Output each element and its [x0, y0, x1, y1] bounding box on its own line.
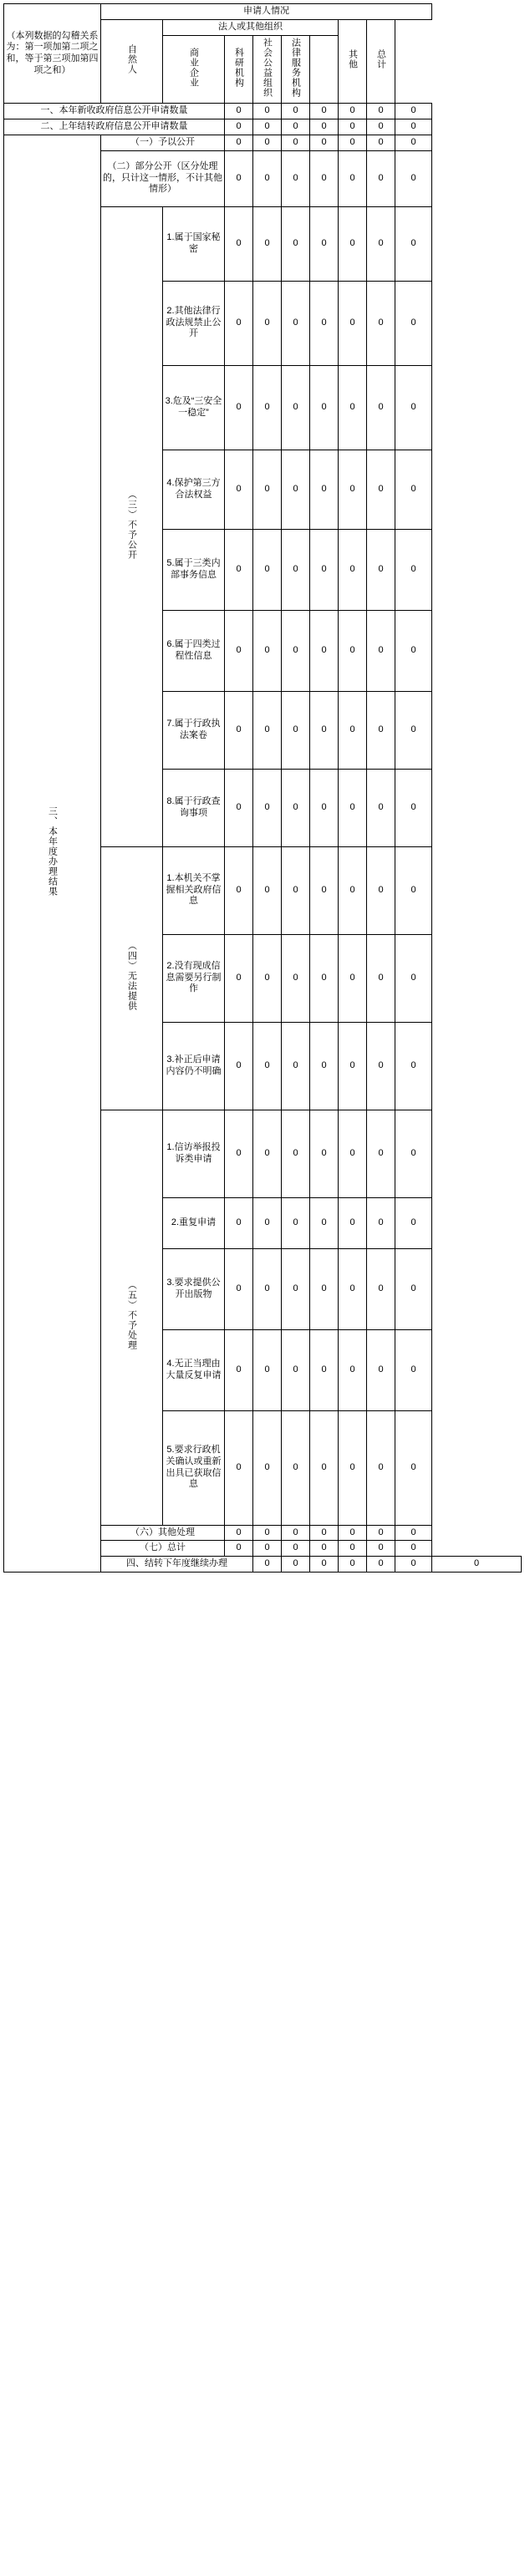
cell-value: 0	[282, 610, 310, 691]
cell-value: 0	[395, 150, 432, 206]
header-col-total-label: 总计	[375, 49, 386, 70]
cell-value: 0	[310, 691, 339, 769]
cell-value: 0	[253, 529, 282, 610]
cell-value: 0	[253, 1110, 282, 1197]
cell-value: 0	[367, 119, 395, 135]
cell-value: 0	[395, 1022, 432, 1110]
cell-value: 0	[282, 150, 310, 206]
cell-value: 0	[282, 846, 310, 934]
cell-value: 0	[225, 450, 253, 529]
cell-value: 0	[367, 1022, 395, 1110]
cell-value: 0	[367, 150, 395, 206]
header-col-commercial	[163, 35, 225, 104]
item-label: 6.属于四类过程性信息	[163, 610, 225, 691]
cell-value: 0	[282, 1197, 310, 1248]
header-col-legal-service-label: 法律服务机构	[290, 37, 301, 98]
header-applicant-group: 申请人情况	[101, 4, 432, 20]
cell-value: 0	[225, 1410, 253, 1525]
item-label: 1.属于国家秘密	[163, 206, 225, 281]
cell-value: 0	[395, 365, 432, 450]
cell-value: 0	[339, 1410, 367, 1525]
cell-value: 0	[367, 1110, 395, 1197]
cell-value: 0	[225, 104, 253, 119]
cell-value: 0	[432, 1557, 522, 1573]
cell-value: 0	[395, 281, 432, 365]
cell-value: 0	[282, 450, 310, 529]
cell-value: 0	[310, 1197, 339, 1248]
cell-value: 0	[253, 691, 282, 769]
cell-value: 0	[225, 1329, 253, 1410]
cell-value: 0	[253, 1410, 282, 1525]
table-row	[4, 104, 522, 119]
group-label-not-disclose	[101, 206, 163, 846]
group-label-not-handled-text: （五）不予处理	[126, 1280, 137, 1351]
item-label: 1.本机关不掌握相关政府信息	[163, 846, 225, 934]
row-label-new-requests: 一、本年新收政府信息公开申请数量	[4, 104, 225, 119]
cell-value: 0	[225, 1248, 253, 1329]
header-col-natural-person-label: 自然人	[126, 44, 137, 75]
cell-value: 0	[395, 769, 432, 846]
cell-value: 0	[367, 1410, 395, 1525]
table-row	[4, 135, 522, 150]
cell-value: 0	[367, 450, 395, 529]
cell-value: 0	[282, 769, 310, 846]
cell-value: 0	[339, 1329, 367, 1410]
group-label-disclose: （一）予以公开	[101, 135, 225, 150]
cell-value: 0	[310, 1557, 339, 1573]
cell-value: 0	[282, 1525, 310, 1541]
cell-value: 0	[225, 206, 253, 281]
cell-value: 0	[310, 365, 339, 450]
table-row	[4, 119, 522, 135]
cell-value: 0	[253, 1525, 282, 1541]
cell-value: 0	[395, 1557, 432, 1573]
cell-value: 0	[395, 846, 432, 934]
cell-value: 0	[395, 934, 432, 1022]
cell-value: 0	[310, 206, 339, 281]
cell-value: 0	[339, 529, 367, 610]
cell-value: 0	[339, 769, 367, 846]
item-label: 3.补正后申请内容仍不明确	[163, 1022, 225, 1110]
gov-info-disclosure-table	[3, 3, 522, 1573]
cell-value: 0	[367, 365, 395, 450]
cell-value: 0	[310, 846, 339, 934]
cell-value: 0	[282, 1022, 310, 1110]
cell-value: 0	[282, 1110, 310, 1197]
cell-value: 0	[339, 1248, 367, 1329]
cell-value: 0	[282, 206, 310, 281]
cell-value: 0	[367, 135, 395, 150]
cell-value: 0	[367, 1541, 395, 1557]
header-col-legal-service	[282, 35, 310, 104]
cell-value: 0	[282, 104, 310, 119]
cell-value: 0	[282, 934, 310, 1022]
header-col-other-label: 其他	[347, 49, 358, 70]
cell-value: 0	[395, 206, 432, 281]
cell-value: 0	[253, 135, 282, 150]
cell-value: 0	[367, 529, 395, 610]
cell-value: 0	[395, 1197, 432, 1248]
cell-value: 0	[253, 1329, 282, 1410]
cell-value: 0	[339, 934, 367, 1022]
cell-value: 0	[225, 769, 253, 846]
cell-value: 0	[310, 1525, 339, 1541]
cell-value: 0	[339, 150, 367, 206]
cell-value: 0	[367, 1248, 395, 1329]
cell-value: 0	[310, 529, 339, 610]
cell-value: 0	[367, 104, 395, 119]
item-label: 5.要求行政机关确认或重新出具已获取信息	[163, 1410, 225, 1525]
cell-value: 0	[225, 1197, 253, 1248]
cell-value: 0	[395, 529, 432, 610]
cell-value: 0	[225, 135, 253, 150]
cell-value: 0	[339, 450, 367, 529]
cell-value: 0	[310, 1248, 339, 1329]
header-col-natural-person	[101, 19, 163, 104]
header-note-cell: （本列数据的勾稽关系为：第一项加第二项之和，等于第三项加第四项之和）	[4, 4, 101, 104]
cell-value: 0	[225, 1110, 253, 1197]
cell-value: 0	[253, 281, 282, 365]
cell-value: 0	[282, 529, 310, 610]
cell-value: 0	[225, 150, 253, 206]
cell-value: 0	[367, 1557, 395, 1573]
cell-value: 0	[310, 1329, 339, 1410]
cell-value: 0	[225, 281, 253, 365]
cell-value: 0	[339, 691, 367, 769]
cell-value: 0	[395, 450, 432, 529]
cell-value: 0	[339, 365, 367, 450]
item-label: 5.属于三类内部事务信息	[163, 529, 225, 610]
cell-value: 0	[395, 104, 432, 119]
cell-value: 0	[339, 846, 367, 934]
cell-value: 0	[367, 1329, 395, 1410]
cell-value: 0	[367, 610, 395, 691]
cell-value: 0	[339, 1110, 367, 1197]
cell-value: 0	[225, 846, 253, 934]
cell-value: 0	[395, 119, 432, 135]
cell-value: 0	[310, 135, 339, 150]
cell-value: 0	[367, 934, 395, 1022]
header-col-commercial-label: 商业企业	[188, 47, 199, 88]
cell-value: 0	[367, 206, 395, 281]
header-col-research	[225, 35, 253, 104]
cell-value: 0	[253, 769, 282, 846]
cell-value: 0	[253, 610, 282, 691]
cell-value: 0	[282, 691, 310, 769]
cell-value: 0	[225, 529, 253, 610]
group-label-not-disclose-text: （三）不予公开	[126, 489, 137, 560]
cell-value: 0	[253, 846, 282, 934]
cell-value: 0	[253, 150, 282, 206]
cell-value: 0	[395, 1248, 432, 1329]
cell-value: 0	[339, 1197, 367, 1248]
item-label: 2.重复申请	[163, 1197, 225, 1248]
cell-value: 0	[253, 206, 282, 281]
cell-value: 0	[339, 1525, 367, 1541]
cell-value: 0	[253, 1557, 282, 1573]
cell-value: 0	[395, 610, 432, 691]
cell-value: 0	[367, 769, 395, 846]
item-label: 2.没有现成信息需要另行制作	[163, 934, 225, 1022]
item-label: 8.属于行政查询事项	[163, 769, 225, 846]
cell-value: 0	[253, 1248, 282, 1329]
group-label-not-handled	[101, 1110, 163, 1525]
cell-value: 0	[395, 1541, 432, 1557]
header-col-other	[339, 19, 367, 104]
cell-value: 0	[310, 1410, 339, 1525]
cell-value: 0	[253, 1541, 282, 1557]
header-col-total	[367, 19, 395, 104]
cell-value: 0	[395, 135, 432, 150]
group-label-partial-disclose: （二）部分公开（区分处理的，只计这一情形，不计其他情形）	[101, 150, 225, 206]
cell-value: 0	[367, 1525, 395, 1541]
cell-value: 0	[253, 450, 282, 529]
cell-value: 0	[339, 610, 367, 691]
cell-value: 0	[395, 691, 432, 769]
item-label: 4.无正当理由大量反复申请	[163, 1329, 225, 1410]
cell-value: 0	[225, 934, 253, 1022]
row-label-carried-over: 二、上年结转政府信息公开申请数量	[4, 119, 225, 135]
cell-value: 0	[282, 1410, 310, 1525]
cell-value: 0	[310, 104, 339, 119]
cell-value: 0	[282, 1557, 310, 1573]
cell-value: 0	[310, 1110, 339, 1197]
cell-value: 0	[339, 119, 367, 135]
group-label-subtotal: （七）总计	[101, 1541, 225, 1557]
cell-value: 0	[282, 365, 310, 450]
group-label-other-handling: （六）其他处理	[101, 1525, 225, 1541]
item-label: 4.保护第三方合法权益	[163, 450, 225, 529]
item-label: 7.属于行政执法案卷	[163, 691, 225, 769]
cell-value: 0	[395, 1110, 432, 1197]
cell-value: 0	[282, 1329, 310, 1410]
cell-value: 0	[339, 206, 367, 281]
cell-value: 0	[225, 1541, 253, 1557]
cell-value: 0	[253, 1022, 282, 1110]
cell-value: 0	[367, 691, 395, 769]
cell-value: 0	[310, 150, 339, 206]
cell-value: 0	[282, 281, 310, 365]
cell-value: 0	[310, 934, 339, 1022]
cell-value: 0	[339, 1541, 367, 1557]
header-col-research-label: 科研机构	[233, 47, 244, 88]
section-label-year-results-text: 三、本年度办理结果	[47, 805, 58, 897]
cell-value: 0	[225, 1022, 253, 1110]
cell-value: 0	[367, 281, 395, 365]
cell-value: 0	[395, 1525, 432, 1541]
item-label: 2.其他法律行政法规禁止公开	[163, 281, 225, 365]
cell-value: 0	[339, 281, 367, 365]
cell-value: 0	[253, 1197, 282, 1248]
cell-value: 0	[395, 1329, 432, 1410]
cell-value: 0	[282, 1541, 310, 1557]
cell-value: 0	[225, 691, 253, 769]
cell-value: 0	[339, 1022, 367, 1110]
cell-value: 0	[367, 1197, 395, 1248]
item-label: 1.信访举报投诉类申请	[163, 1110, 225, 1197]
header-legal-group: 法人或其他组织	[163, 19, 339, 35]
cell-value: 0	[253, 119, 282, 135]
cell-value: 0	[339, 104, 367, 119]
cell-value: 0	[253, 365, 282, 450]
cell-value: 0	[310, 1541, 339, 1557]
cell-value: 0	[310, 610, 339, 691]
cell-value: 0	[253, 104, 282, 119]
cell-value: 0	[310, 450, 339, 529]
cell-value: 0	[310, 1022, 339, 1110]
item-label: 3.要求提供公开出版物	[163, 1248, 225, 1329]
cell-value: 0	[253, 934, 282, 1022]
item-label: 3.危及“三安全一稳定”	[163, 365, 225, 450]
row-label-carry-forward: 四、结转下年度继续办理	[101, 1557, 253, 1573]
cell-value: 0	[310, 769, 339, 846]
section-label-year-results	[4, 135, 101, 1572]
header-col-social-welfare-label: 社会公益组织	[262, 37, 273, 98]
cell-value: 0	[310, 119, 339, 135]
cell-value: 0	[339, 1557, 367, 1573]
cell-value: 0	[282, 1248, 310, 1329]
header-col-social-welfare	[253, 35, 282, 104]
cell-value: 0	[282, 119, 310, 135]
cell-value: 0	[310, 281, 339, 365]
cell-value: 0	[339, 135, 367, 150]
cell-value: 0	[367, 846, 395, 934]
group-label-cannot-provide	[101, 846, 163, 1110]
group-label-cannot-provide-text: （四）无法提供	[126, 941, 137, 1012]
cell-value: 0	[395, 1410, 432, 1525]
cell-value: 0	[225, 610, 253, 691]
cell-value: 0	[282, 135, 310, 150]
table-header-row-1	[4, 4, 522, 20]
cell-value: 0	[225, 119, 253, 135]
cell-value: 0	[225, 1525, 253, 1541]
cell-value: 0	[225, 365, 253, 450]
